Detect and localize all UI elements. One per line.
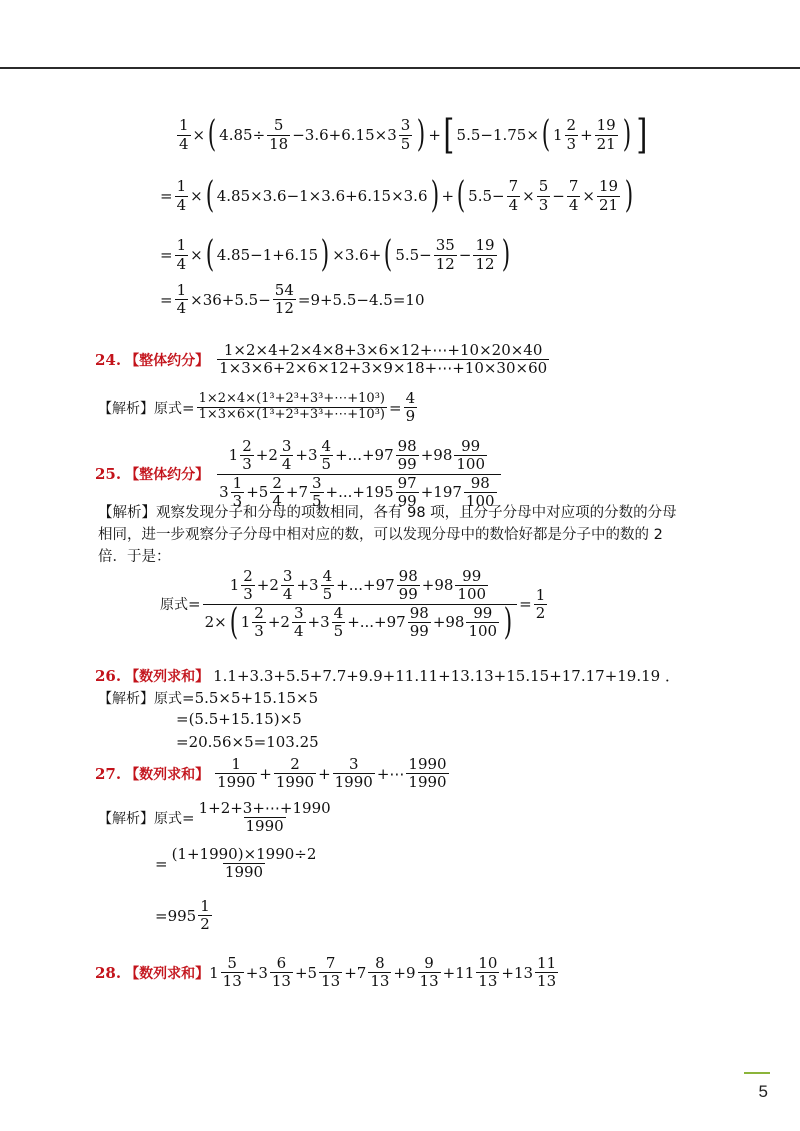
q24-solution: 【解析】原式 = $\frac{\text{1×2×4×(1³+2³+3³+⋯+10³)}}{\text{1×3×6×(1³+2³+3³+⋯+10³)}}$ = $\frac{4}{9}$ — [98, 389, 416, 426]
topic-tag: 【数列求和】 — [125, 668, 210, 685]
header-rule — [0, 67, 800, 69]
topic-tag: 【整体约分】 — [125, 467, 210, 483]
topic-tag: 【数列求和】 — [125, 965, 210, 982]
q23-solution-line-2: = $\frac{1}{4}$ × ( 4.85×3.6−1×3.6+6.15×3.6 ) + ( 5.5− $\frac{7}{4}$ × $\frac{5}{3}$ − $\frac{7}{4}$ × $\frac{19}{21}$ ) — [160, 175, 634, 216]
q26-solution-step-2: =(5.5+15.15)×5 — [176, 710, 302, 728]
q24-question: 24. 【整体约分】 $\frac{1\times 2\times 4+2\times 4\times 8+3\times 6\times 12+\cdots+10\times 20\times 40}{1\times 3\times 6+2\times 6\times 12+3\times 9\times 18+\cdots+10\times 30\times 60}$ — [95, 341, 548, 378]
question-number: 25. — [95, 465, 122, 483]
page-number-rule — [744, 1072, 770, 1074]
q23-solution-line-3: = $\frac{1}{4}$ × ( 4.85−1+6.15 ) ×3.6+ ( 5.5− $\frac{35}{12}$ − $\frac{19}{12}$ ) — [160, 234, 510, 275]
question-number: 28. — [95, 963, 122, 982]
q25-formula: 原式 = 1 $\frac{2}{3}$ +2 $\frac{3}{4}$ +3 $\frac{4}{5}$ +...+97 $\frac{98}{99}$ +98 $\frac{99}{100}$ 2× ( 1 $\frac{2}{3}$ +2 $\frac{3}{4}$ +3 $\frac{4}{5}$ +...+97 $\frac{98}{99}$ +98 $\frac{99}{100}$ ) = $\frac{1}{2}$ — [160, 567, 546, 643]
q26-question: 26. 【数列求和】 1.1+3.3+5.5+7.7+9.9+11.11+13.13+15.15+17.17+19.19 ． — [95, 666, 680, 685]
q23-solution-line-4: = $\frac{1}{4}$ ×36+5.5− $\frac{54}{12}$ =9+5.5−4.5=10 — [160, 281, 425, 318]
fraction: $\frac{1}{4}$ — [179, 116, 189, 153]
topic-tag: 【数列求和】 — [125, 766, 210, 783]
topic-tag: 【整体约分】 — [125, 352, 210, 369]
q27-solution-step-1: 【解析】原式 = $\frac{1+2+3+\cdots+1990}{1990}$ — [98, 799, 331, 836]
q27-solution-step-3: =995 $\frac{1}{2}$ — [155, 897, 210, 934]
question-number: 26. — [95, 666, 122, 685]
q27-solution-step-2: = $\frac{(1+1990)\times 1990\div 2}{1990}$ — [155, 845, 317, 882]
q26-solution-step-3: =20.56×5=103.25 — [176, 733, 319, 751]
q27-question: 27. 【数列求和】 $\frac{1}{1990}$ + $\frac{2}{1990}$ + $\frac{3}{1990}$ +⋯ $\frac{1990}{1990}$ — [95, 755, 447, 792]
page-number: 5 — [758, 1082, 768, 1101]
q28-question: 28. 【数列求和】 1 $\frac{5}{13}$ +3 $\frac{6}{13}$ +5 $\frac{7}{13}$ +7 $\frac{8}{13}$ +9 $\frac{9}{13}$ +11 $\frac{10}{13}$ +13 $\frac{11}{13}$ — [95, 954, 557, 991]
q25-explanation: 【解析】观察发现分子和分母的项数相同，各有 98 项，且分子分母中对应项的分数的分母相同，进一步观察分子分母中相对应的数，可以发现分母中的数恰好都是分子中的数的 2 倍．于是： — [98, 505, 677, 565]
question-number: 27. — [95, 764, 122, 783]
q23-solution-line-1: $\frac{1}{4}$ × ( 4.85÷ $\frac{5}{18}$ −3.6+6.15×3 $\frac{3}{5}$ ) + [ 5.5−1.75× ( 1 $\frac{2}{3}$ + $\frac{19}{21}$ ) ] — [179, 112, 648, 158]
q25-question: 25. 【整体约分】 1 $\frac{2}{3}$ +2 $\frac{3}{4}$ +3 $\frac{4}{5}$ +...+97 $\frac{98}{99}$ +98 $\frac{99}{100}$ 3 $\frac{1}{3}$ +5 $\frac{2}{4}$ +7 $\frac{3}{5}$ +...+195 $\frac{97}{99}$ +197 $\frac{98}{100}$ — [95, 438, 503, 510]
question-number: 24. — [95, 350, 122, 369]
q26-solution-step-1: 【解析】原式 =5.5×5+15.15×5 — [98, 689, 319, 707]
